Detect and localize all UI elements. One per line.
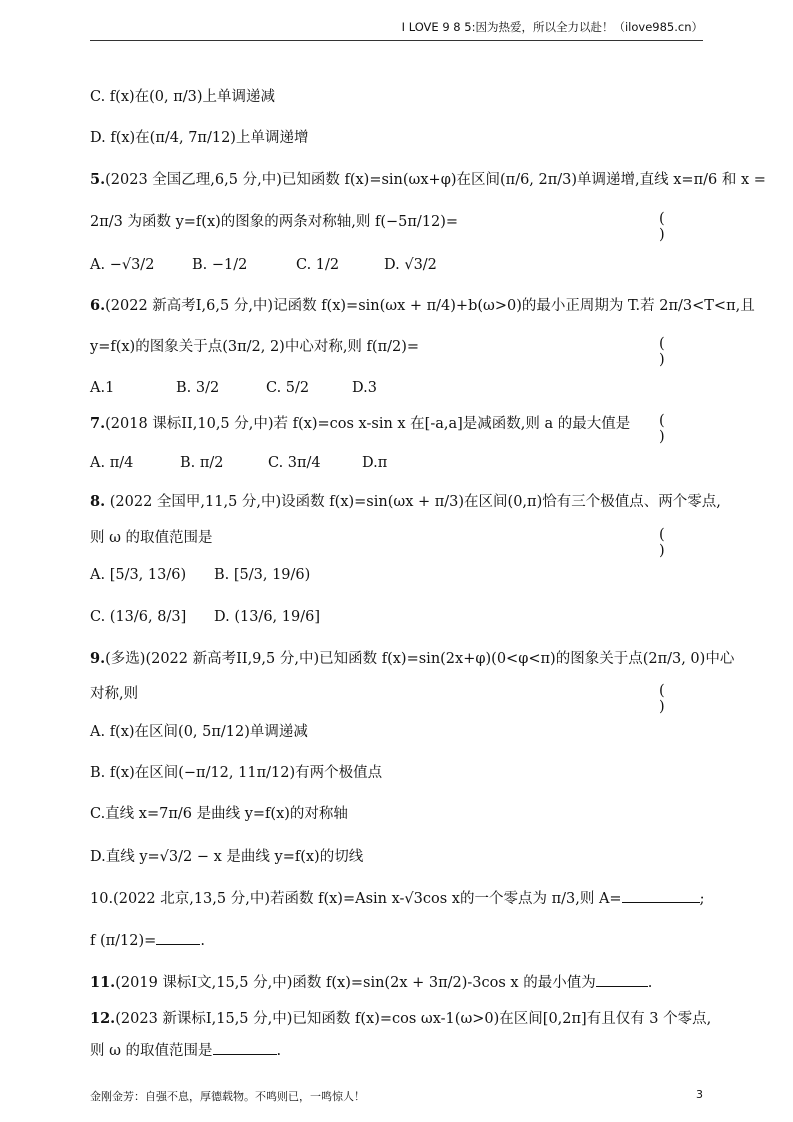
q8-stem-line1 [90,491,721,513]
q8-option-c: C. (13/6, 8/3] [90,609,187,625]
q12-text1: (2023 新课标I,15,5 分,中)已知函数 f(x)=cos ωx-1(ω>0)在区间[0,2π]有且仅有 3 个零点, [115,1011,712,1027]
q8-answer-paren: ( ) [659,527,687,559]
q12-end: . [276,1043,282,1059]
q5-number: 5. [90,171,106,188]
q8-option-d: D. (13/6, 19/6] [214,609,320,625]
q9-number: 9. [90,650,106,667]
q8-text1: (2022 全国甲,11,5 分,中)设函数 f(x)=sin(ωx + π/3)在区间(0,π)恰有三个极值点、两个零点, [105,494,721,510]
q5-option-b: B. −1/2 [192,257,248,273]
q11-answer-blank[interactable] [596,971,648,987]
q7-answer-paren: ( ) [659,413,687,445]
q10-stem-line2 [90,929,703,952]
q9-stem-line1 [90,648,735,670]
q7-option-d: D.π [362,455,388,471]
q7-number: 7. [90,415,106,432]
q6-text1: (2022 新高考I,6,5 分,中)记函数 f(x)=sin(ωx + π/4)+b(ω>0)的最小正周期为 T.若 2π/3<T<π,且 [105,298,755,314]
q5-text1: (2023 全国乙理,6,5 分,中)已知函数 f(x)=sin(ωx+φ)在区间(π/6, 2π/3)单调递增,直线 x=π/6 和 x = [105,172,766,188]
q5-option-d: D. √3/2 [384,257,437,273]
q9-option-b: B. f(x)在区间(−π/12, 11π/12)有两个极值点 [90,765,383,781]
q7-stem-line1 [90,413,703,435]
q8-option-a: A. [5/3, 13/6) [90,567,187,583]
q8-number: 8. [90,493,106,510]
q6-option-d: D.3 [352,380,377,396]
q7-option-c: C. 3π/4 [268,455,321,471]
q10-line2-end: . [200,933,205,949]
q5-options [90,254,703,276]
q10-text2: f (π/12)= [90,933,157,949]
q6-number: 6. [90,297,106,314]
q10-answer-blank-f[interactable] [156,929,200,945]
q10-text1: 10.(2022 北京,13,5 分,中)若函数 f(x)=Asin x-√3cos x的一个零点为 π/3,则 A= [90,891,622,907]
q11-text1: (2019 课标I文,15,5 分,中)函数 f(x)=sin(2x + 3π/2)-3cos x 的最小值为 [115,975,596,991]
q5-option-a: A. −√3/2 [90,257,155,273]
q9-stem-line2: 对称,则 [90,686,139,702]
q5-answer-paren: ( ) [659,211,687,243]
q6-stem-line1 [90,295,755,317]
q8-options-row1 [90,564,703,586]
q9-option-d: D.直线 y=√3/2 − x 是曲线 y=f(x)的切线 [90,849,364,865]
page-header [90,14,703,41]
q6-option-b: B. 3/2 [176,380,220,396]
page-number: 3 [696,1088,703,1101]
header-text: I LOVE 9 8 5:因为热爱，所以全力以赴！（ilove985.cn） [401,20,703,34]
q5-stem-line2: 2π/3 为函数 y=f(x)的图象的两条对称轴,则 f(−5π/12)= [90,214,459,230]
q12-stem-line1 [90,1008,712,1030]
q12-number: 12. [90,1010,116,1027]
q7-options [90,452,703,474]
q9-answer-paren: ( ) [659,683,687,715]
q9-option-a: A. f(x)在区间(0, 5π/12)单调递减 [90,724,308,740]
q11-stem-line1 [90,971,703,994]
q11-end: . [647,975,653,991]
q6-option-c: C. 5/2 [266,380,310,396]
q12-text2: 则 ω 的取值范围是 [90,1043,213,1059]
q10-answer-blank-a[interactable] [622,887,700,903]
q10-stem-line1 [90,887,703,910]
q7-text1: (2018 课标II,10,5 分,中)若 f(x)=cos x-sin x 在[-a,a]是减函数,则 a 的最大值是 [105,416,631,432]
q6-stem-line2: y=f(x)的图象关于点(3π/2, 2)中心对称,则 f(π/2)= [90,339,420,355]
q12-answer-blank[interactable] [213,1039,277,1055]
q10-line1-end: ; [699,891,705,907]
q7-option-b: B. π/2 [180,455,224,471]
q8-stem-line2: 则 ω 的取值范围是 [90,530,213,546]
q8-options-row2 [90,606,703,628]
q11-number: 11. [90,974,116,991]
q5-option-c: C. 1/2 [296,257,340,273]
q4-option-c: C. f(x)在(0, π/3)上单调递减 [90,89,276,105]
q6-options [90,377,703,399]
q6-answer-paren: ( ) [659,336,687,368]
q12-stem-line2 [90,1039,703,1062]
q7-option-a: A. π/4 [90,455,134,471]
q6-option-a: A.1 [90,380,115,396]
q8-option-b: B. [5/3, 19/6) [214,567,311,583]
q4-option-d: D. f(x)在(π/4, 7π/12)上单调递增 [90,130,309,146]
q9-text1: (多选)(2022 新高考II,9,5 分,中)已知函数 f(x)=sin(2x+φ)(0<φ<π)的图象关于点(2π/3, 0)中心 [105,651,735,667]
q9-option-c: C.直线 x=7π/6 是曲线 y=f(x)的对称轴 [90,806,348,822]
footer-motto: 金刚金芳：自强不息，厚德载物。不鸣则已，一鸣惊人！ [90,1090,365,1103]
q5-stem-line1 [90,169,766,191]
